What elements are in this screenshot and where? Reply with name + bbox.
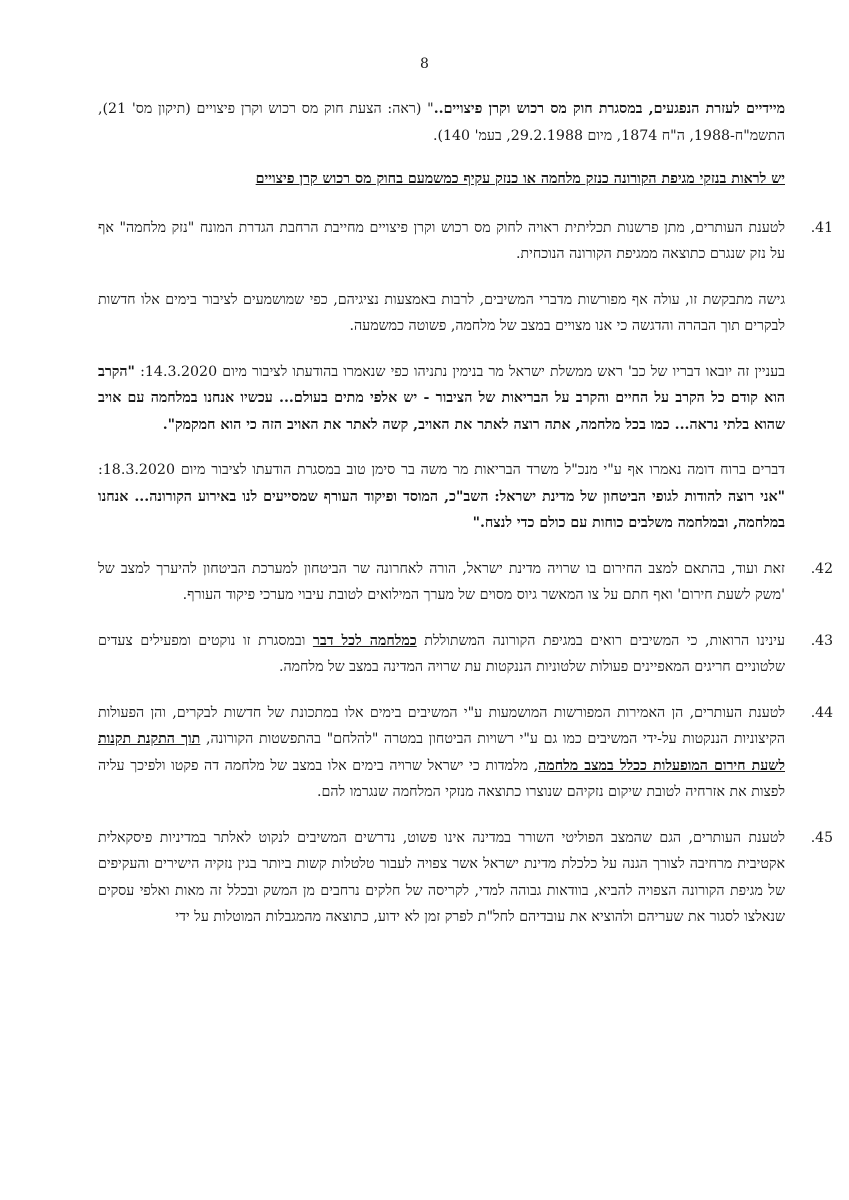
paragraph-text-b: , מלמדות כי ישראל שרויה בימים אלו במצב של מלחמה דה פקטו ולפיכך עליה לפצות את אזרחיה לטובת שיקום נזקיהם שנוצרו כתוצאה מנזקי המלחמה שנגרמו להם. <box>98 757 785 800</box>
emphasis-regulations: תוך התקנת תקנות לשעת חירום המופעלות ככלל במצב מלחמה <box>98 731 785 774</box>
paragraph-42 <box>98 556 833 609</box>
paragraph-text-a: עינינו הרואות, כי המשיבים רואים במגיפת הקורונה המשתוללת <box>416 632 785 649</box>
dg-quote-intro: דברים ברוח דומה נאמרו אף ע"י מנכ"ל משרד הבריאות מר משה בר סימן טוב במסגרת הודעתו לציבור מיום 18.3.2020: <box>98 462 785 478</box>
paragraph-text: זאת ועוד, בהתאם למצב החירום בו שרויה מדינת ישראל, הורה לאחרונה שר הביטחון למערכת הביטחון להיערך למצב של 'משק לשעת חירום' ואף חתם על צו המאשר גיוס מסוים של מערך המילואים לטובת עיבוי מערכי פיקוד העורף. <box>98 560 785 603</box>
paragraph-45 <box>98 825 833 931</box>
paragraph-number: .41 <box>810 219 833 236</box>
paragraph-approach: גישה מתבקשת זו, עולה אף מפורשות מדברי המשיבים, לרבות באמצעות נציגיהם, כפי שמושמעים לציבור בימים אלו חדשות לבקרים תוך הבהרה והדגשה כי אנו מצויים במצב של מלחמה, פשוטה כמשמעה. <box>98 291 785 334</box>
dg-quote: "אני רוצה להודות לגופי הביטחון של מדינת ישראל: השב"כ, המוסד ופיקוד העורף שמסייעים לנו באירוע הקורונה... אנחנו במלחמה, ובמלחמה משלבים כוחות עם כולם כדי לנצח." <box>98 488 785 531</box>
intro-bold: מיידיים לעזרת הנפגעים, במסגרת חוק מס רכוש וקרן פיצויים.. <box>433 101 785 117</box>
intro-paragraph <box>98 96 785 149</box>
paragraph-43 <box>98 628 833 681</box>
paragraph-text: לטענת העותרים, הגם שהמצב הפוליטי השורר במדינה אינו פשוט, נדרשים המשיבים לנקוט לאלתר במדיניות פיסקאלית אקטיבית מרחיבה לצורך הגנה על כלכלת מדינת ישראל אשר צפויה לעבור טלטלות קשות ביותר בגין נזקיה הישירים והעקיפים של מגיפת הקורונה הצפויה להביא, בוודאות גבוהה למדי, לקריסה של חלקים נרחבים מן המשק ובכלל זה מאות ואלפי עסקים שנאלצו לסגור את שעריהם ולהוציא את עובדיהם לחל"ת לפרק זמן לא ידוע, כתוצאה מהמגבלות המוטלות על ידי <box>98 829 785 925</box>
paragraph-44 <box>98 700 833 806</box>
paragraph-number: .42 <box>810 560 833 577</box>
paragraph-dg-quote <box>98 457 785 537</box>
intro-rest: " (ראה: הצעת חוק מס רכוש וקרן פיצויים (תיקון מס' 21), התשמ"ח-1988, ה"ח 1874, מיום 29.2.1988, בעמ' 140). <box>98 101 785 144</box>
paragraph-text-b: ובמסגרת זו נוקטים ומפעילים צעדים שלטוניים חריגים המאפיינים פעולות שלטוניות הננקטות עת שרויה המדינה במצב של מלחמה. <box>98 632 785 675</box>
document-body <box>98 96 833 950</box>
paragraph-number: .45 <box>810 829 833 846</box>
paragraph-number: .43 <box>810 632 833 649</box>
paragraph-pm-quote <box>98 359 785 439</box>
page-number: 8 <box>420 56 429 72</box>
paragraph-text: לטענת העותרים, מתן פרשנות תכליתית ראויה לחוק מס רכוש וקרן פיצויים מחייבת הרחבת הגדרת המונח "נזק מלחמה" אף על נזק שנגרם כתוצאה ממגיפת הקורונה הנוכחית. <box>98 219 785 262</box>
pm-quote-intro: בעניין זה יובאו דבריו של כב' ראש ממשלת ישראל מר בנימין נתניהו כפי שנאמרו בהודעתו לציבור מיום 14.3.2020: <box>134 363 786 380</box>
paragraph-number: .44 <box>810 704 833 721</box>
paragraph-text-a: לטענת העותרים, הן האמירות המפורשות המושמעות ע"י המשיבים בימים אלו במתכונת של חדשות לבקרים, והן הפעולות הקיצוניות הננקטות על-ידי המשיבים כמו גם ע"י רשויות הביטחון במטרה "להלחם" בהתפשטות הקורונה, <box>98 704 785 747</box>
section-heading: יש לראות בנזקי מגיפת הקורונה כנזק מלחמה או כנזק עקיף כמשמעם בחוק מס רכוש קרן פיצויים <box>255 171 785 187</box>
pm-quote: "הקרב הוא קודם כל הקרב על החיים והקרב על הבריאות של הציבור - יש אלפי מתים בעולם... עכשיו אנחנו במלחמה עם אויב שהוא בלתי נראה... כמו בכל מלחמה, אתה רוצה לאתר את האויב, קשה לאתר את האויב הזה כי הוא חמקמק". <box>98 363 785 433</box>
paragraph-41 <box>98 215 833 268</box>
emphasis-war: כמלחמה לכל דבר <box>312 632 417 649</box>
